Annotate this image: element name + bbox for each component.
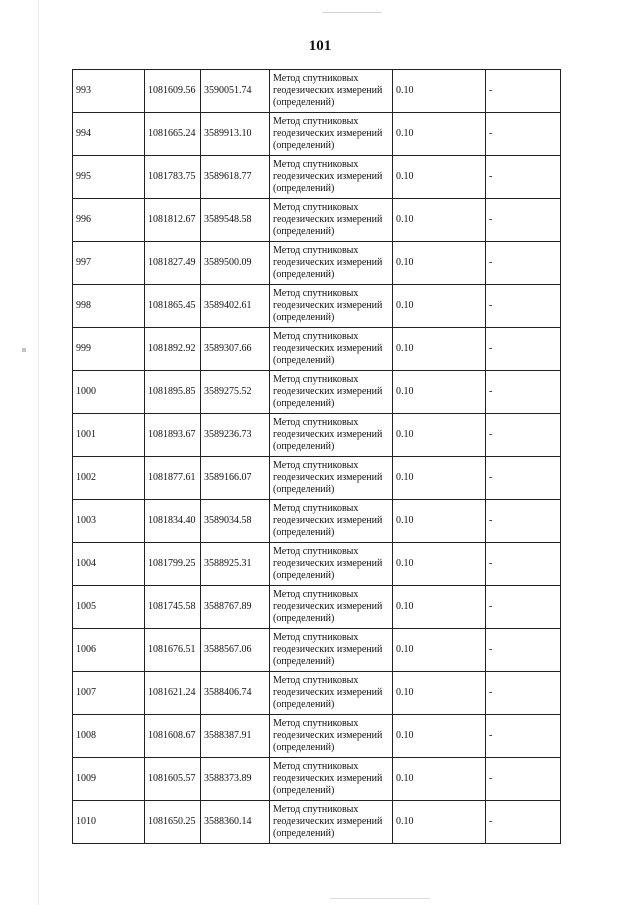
x-coordinate-cell: 1081650.25	[145, 801, 201, 844]
point-id-cell: 1004	[73, 543, 145, 586]
accuracy-cell: 0.10	[393, 500, 486, 543]
note-cell: -	[486, 199, 561, 242]
method-cell: Метод спутниковых геодезических измерений (определений)	[270, 715, 393, 758]
x-coordinate-cell: 1081893.67	[145, 414, 201, 457]
x-coordinate-cell: 1081895.85	[145, 371, 201, 414]
method-cell: Метод спутниковых геодезических измерений (определений)	[270, 758, 393, 801]
y-coordinate-cell: 3589548.58	[201, 199, 270, 242]
y-coordinate-cell: 3588373.89	[201, 758, 270, 801]
point-id-cell: 1009	[73, 758, 145, 801]
y-coordinate-cell: 3589402.61	[201, 285, 270, 328]
point-id-cell: 1010	[73, 801, 145, 844]
point-id-cell: 1001	[73, 414, 145, 457]
note-cell: -	[486, 629, 561, 672]
x-coordinate-cell: 1081799.25	[145, 543, 201, 586]
point-id-cell: 1005	[73, 586, 145, 629]
accuracy-cell: 0.10	[393, 586, 486, 629]
accuracy-cell: 0.10	[393, 672, 486, 715]
accuracy-cell: 0.10	[393, 758, 486, 801]
note-cell: -	[486, 758, 561, 801]
table-row	[73, 328, 561, 371]
method-cell: Метод спутниковых геодезических измерений (определений)	[270, 500, 393, 543]
y-coordinate-cell: 3588406.74	[201, 672, 270, 715]
x-coordinate-cell: 1081676.51	[145, 629, 201, 672]
note-cell: -	[486, 70, 561, 113]
y-coordinate-cell: 3588360.14	[201, 801, 270, 844]
point-id-cell: 1007	[73, 672, 145, 715]
note-cell: -	[486, 414, 561, 457]
coordinates-table-body	[73, 70, 561, 844]
x-coordinate-cell: 1081892.92	[145, 328, 201, 371]
scan-speck	[322, 12, 382, 13]
note-cell: -	[486, 113, 561, 156]
method-cell: Метод спутниковых геодезических измерений (определений)	[270, 113, 393, 156]
method-cell: Метод спутниковых геодезических измерений (определений)	[270, 242, 393, 285]
accuracy-cell: 0.10	[393, 70, 486, 113]
point-id-cell: 995	[73, 156, 145, 199]
table-row	[73, 414, 561, 457]
point-id-cell: 1002	[73, 457, 145, 500]
y-coordinate-cell: 3589913.10	[201, 113, 270, 156]
note-cell: -	[486, 543, 561, 586]
note-cell: -	[486, 586, 561, 629]
point-id-cell: 1000	[73, 371, 145, 414]
page-number: 101	[308, 38, 332, 54]
method-cell: Метод спутниковых геодезических измерений (определений)	[270, 672, 393, 715]
x-coordinate-cell: 1081621.24	[145, 672, 201, 715]
scan-speck	[22, 348, 26, 352]
x-coordinate-cell: 1081605.57	[145, 758, 201, 801]
y-coordinate-cell: 3589166.07	[201, 457, 270, 500]
accuracy-cell: 0.10	[393, 371, 486, 414]
accuracy-cell: 0.10	[393, 328, 486, 371]
x-coordinate-cell: 1081812.67	[145, 199, 201, 242]
method-cell: Метод спутниковых геодезических измерений (определений)	[270, 629, 393, 672]
accuracy-cell: 0.10	[393, 457, 486, 500]
x-coordinate-cell: 1081877.61	[145, 457, 201, 500]
table-row	[73, 70, 561, 113]
point-id-cell: 1003	[73, 500, 145, 543]
point-id-cell: 993	[73, 70, 145, 113]
scan-speck	[38, 0, 39, 905]
point-id-cell: 996	[73, 199, 145, 242]
accuracy-cell: 0.10	[393, 156, 486, 199]
point-id-cell: 1008	[73, 715, 145, 758]
method-cell: Метод спутниковых геодезических измерений (определений)	[270, 328, 393, 371]
accuracy-cell: 0.10	[393, 543, 486, 586]
x-coordinate-cell: 1081608.67	[145, 715, 201, 758]
note-cell: -	[486, 285, 561, 328]
y-coordinate-cell: 3589236.73	[201, 414, 270, 457]
method-cell: Метод спутниковых геодезических измерений (определений)	[270, 285, 393, 328]
table-row	[73, 457, 561, 500]
x-coordinate-cell: 1081665.24	[145, 113, 201, 156]
table-row	[73, 285, 561, 328]
table-row	[73, 715, 561, 758]
note-cell: -	[486, 328, 561, 371]
point-id-cell: 998	[73, 285, 145, 328]
y-coordinate-cell: 3589618.77	[201, 156, 270, 199]
table-row	[73, 156, 561, 199]
y-coordinate-cell: 3589307.66	[201, 328, 270, 371]
y-coordinate-cell: 3589034.58	[201, 500, 270, 543]
method-cell: Метод спутниковых геодезических измерений (определений)	[270, 414, 393, 457]
note-cell: -	[486, 371, 561, 414]
x-coordinate-cell: 1081745.58	[145, 586, 201, 629]
accuracy-cell: 0.10	[393, 285, 486, 328]
note-cell: -	[486, 242, 561, 285]
table-row	[73, 672, 561, 715]
method-cell: Метод спутниковых геодезических измерений (определений)	[270, 156, 393, 199]
table-row	[73, 199, 561, 242]
y-coordinate-cell: 3588925.31	[201, 543, 270, 586]
note-cell: -	[486, 457, 561, 500]
accuracy-cell: 0.10	[393, 199, 486, 242]
table-row	[73, 543, 561, 586]
accuracy-cell: 0.10	[393, 113, 486, 156]
note-cell: -	[486, 500, 561, 543]
x-coordinate-cell: 1081834.40	[145, 500, 201, 543]
method-cell: Метод спутниковых геодезических измерений (определений)	[270, 586, 393, 629]
x-coordinate-cell: 1081865.45	[145, 285, 201, 328]
accuracy-cell: 0.10	[393, 629, 486, 672]
note-cell: -	[486, 715, 561, 758]
x-coordinate-cell: 1081609.56	[145, 70, 201, 113]
y-coordinate-cell: 3588567.06	[201, 629, 270, 672]
method-cell: Метод спутниковых геодезических измерений (определений)	[270, 199, 393, 242]
table-row	[73, 801, 561, 844]
coordinates-table	[72, 69, 561, 844]
note-cell: -	[486, 156, 561, 199]
accuracy-cell: 0.10	[393, 801, 486, 844]
table-row	[73, 371, 561, 414]
table-row	[73, 758, 561, 801]
x-coordinate-cell: 1081827.49	[145, 242, 201, 285]
y-coordinate-cell: 3590051.74	[201, 70, 270, 113]
table-row	[73, 242, 561, 285]
accuracy-cell: 0.10	[393, 715, 486, 758]
table-row	[73, 500, 561, 543]
method-cell: Метод спутниковых геодезических измерений (определений)	[270, 70, 393, 113]
note-cell: -	[486, 801, 561, 844]
x-coordinate-cell: 1081783.75	[145, 156, 201, 199]
table-row	[73, 629, 561, 672]
scan-speck	[330, 898, 430, 899]
point-id-cell: 997	[73, 242, 145, 285]
point-id-cell: 994	[73, 113, 145, 156]
y-coordinate-cell: 3588387.91	[201, 715, 270, 758]
y-coordinate-cell: 3589500.09	[201, 242, 270, 285]
method-cell: Метод спутниковых геодезических измерений (определений)	[270, 543, 393, 586]
point-id-cell: 1006	[73, 629, 145, 672]
table-row	[73, 586, 561, 629]
note-cell: -	[486, 672, 561, 715]
y-coordinate-cell: 3588767.89	[201, 586, 270, 629]
method-cell: Метод спутниковых геодезических измерений (определений)	[270, 457, 393, 500]
accuracy-cell: 0.10	[393, 414, 486, 457]
method-cell: Метод спутниковых геодезических измерений (определений)	[270, 801, 393, 844]
accuracy-cell: 0.10	[393, 242, 486, 285]
y-coordinate-cell: 3589275.52	[201, 371, 270, 414]
method-cell: Метод спутниковых геодезических измерений (определений)	[270, 371, 393, 414]
table-row	[73, 113, 561, 156]
point-id-cell: 999	[73, 328, 145, 371]
